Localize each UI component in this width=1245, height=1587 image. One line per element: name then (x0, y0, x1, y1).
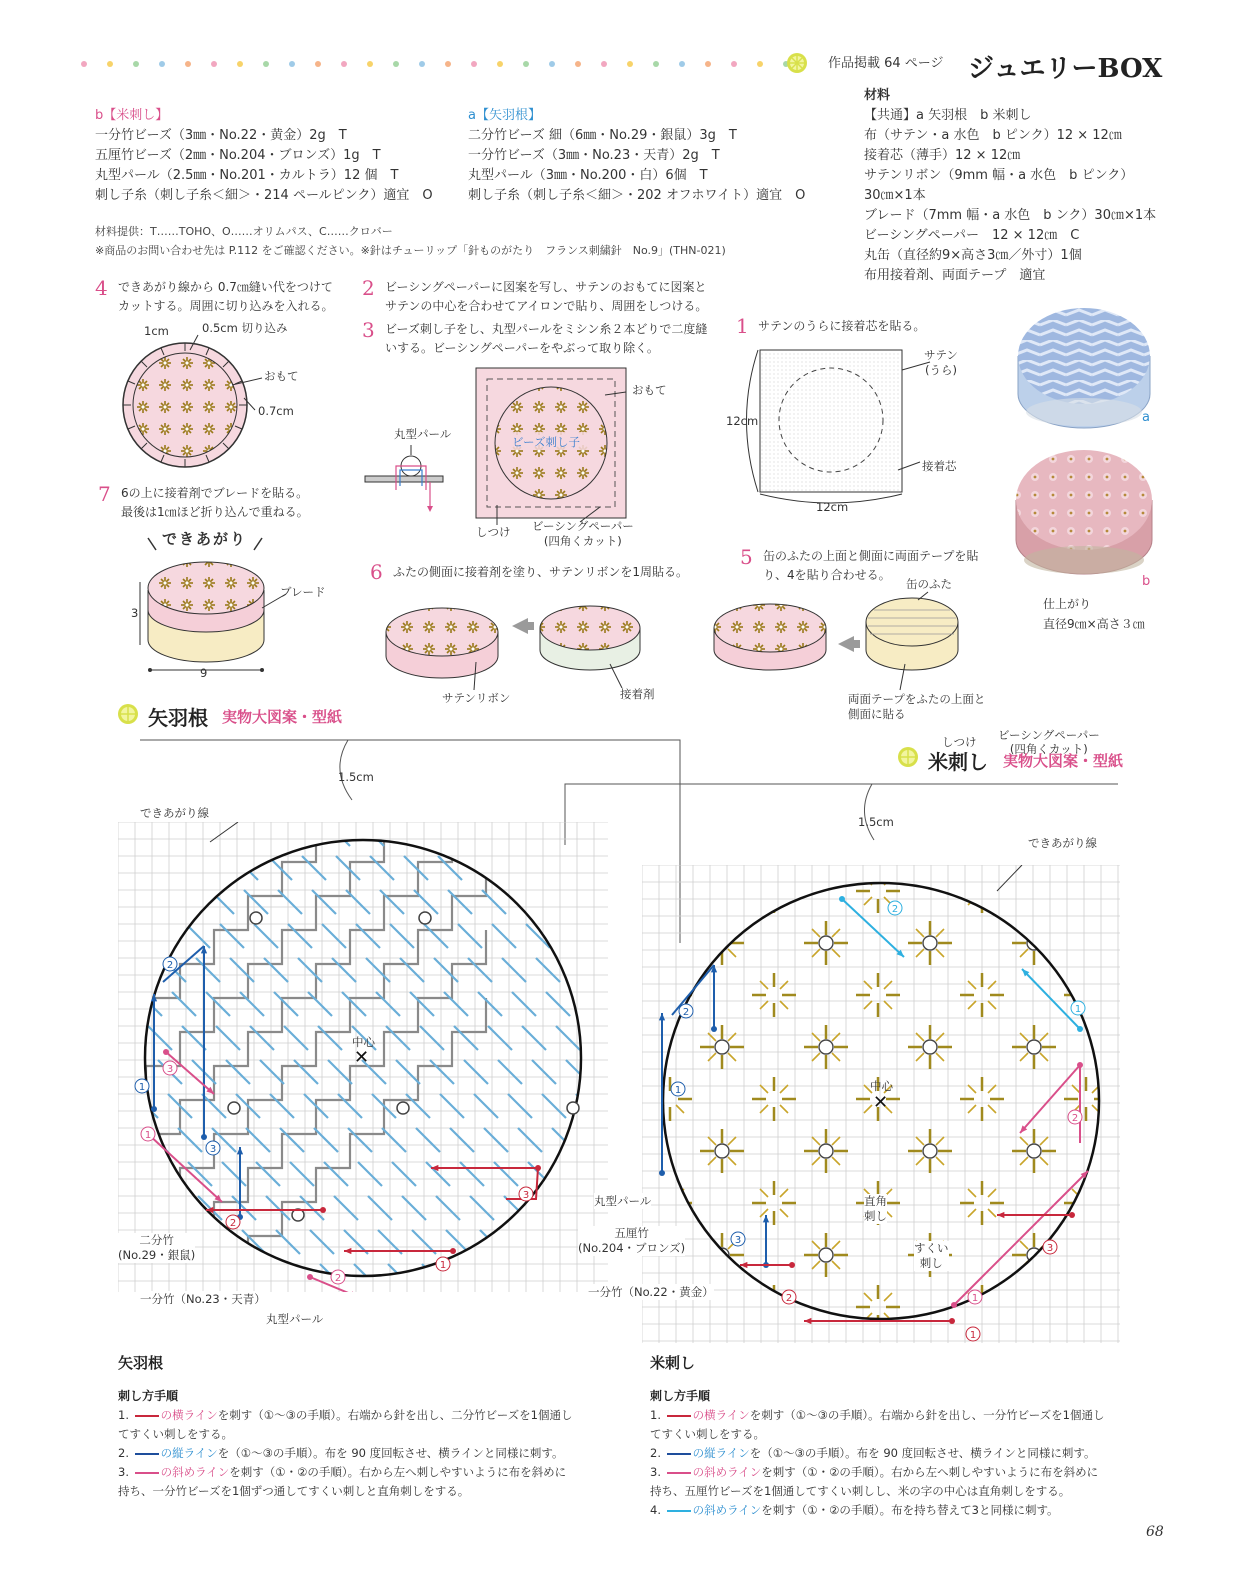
step-3-number: 3 (362, 318, 375, 342)
b-list-heading: b【米刺し】 (95, 108, 169, 123)
diag-b-gorin-label: 五厘竹 (No.204・ブロンズ) (578, 1226, 686, 1255)
label-shitsuke: しつけ (476, 525, 511, 539)
label-pearl: 丸型パール (394, 427, 452, 441)
lemon-slice-icon (118, 704, 138, 724)
svg-text:3: 3 (522, 1190, 530, 1201)
diag-b-pearl-label: 丸型パール (594, 1194, 652, 1208)
materials-line: 接着芯（薄手）12 × 12㎝ (864, 148, 1021, 163)
komesashi-pattern-diagram (642, 865, 1120, 1343)
product-photo-b (1016, 450, 1152, 574)
page-reference: 作品掲載 64 ページ (828, 56, 944, 71)
product-photo-a (1018, 308, 1150, 428)
inst-a-subtitle: 刺し方手順 (118, 1389, 179, 1403)
step-7-text: 6の上に接着剤でブレードを貼る。 最後は1㎝ほど折り込んで重ねる。 (121, 486, 309, 519)
a-list-line: 二分竹ビーズ 細（6㎜・No.29・銀鼠）3g T (468, 128, 737, 143)
materials-line: 【共通】a 矢羽根 b 米刺し (864, 108, 1032, 123)
diag-b-sukui-label: すくい 刺し (914, 1241, 949, 1270)
label-cut: 0.5cm 切り込み (202, 321, 288, 335)
svg-text:3: 3 (209, 1144, 217, 1155)
label-dekiagari: できあがり (162, 530, 248, 548)
label-paper: ビーシングペーパー (四角くカット) (532, 519, 634, 548)
step-2-number: 2 (362, 276, 375, 300)
svg-text:2: 2 (229, 1218, 237, 1229)
svg-text:2: 2 (166, 960, 174, 971)
lemon-slice-icon (898, 747, 918, 767)
inst-b-title: 米刺し (650, 1354, 696, 1372)
section-b-title: 米刺し (928, 750, 988, 774)
yabane-pattern-diagram (118, 822, 608, 1292)
svg-text:2: 2 (682, 1007, 690, 1018)
b-list-line: 五厘竹ビーズ（2㎜・No.204・ブロンズ）1g T (95, 148, 381, 163)
diag-b-finish-line: できあがり線 (1028, 836, 1097, 850)
svg-text:1: 1 (144, 1130, 152, 1141)
provider-line: ※商品のお問い合わせ先は P.112 をご確認ください。※針はチューリップ「針ものがたり フランス刺繍針 No.9」(THN-021) (95, 244, 726, 257)
komesashi-instructions (650, 1352, 1140, 1520)
label-braid: ブレード (280, 585, 326, 599)
diag-a-ichibu-label: 一分竹（No.23・天青） (140, 1292, 266, 1306)
label-photo-b: b (1142, 574, 1151, 589)
diag-b-chokkaku-label: 直角 刺し (864, 1194, 887, 1223)
diag-b-center: 中心 (870, 1079, 893, 1093)
label-satin: サテン (うら) (924, 348, 958, 377)
svg-text:3: 3 (734, 1235, 742, 1246)
label-photo-a: a (1142, 410, 1150, 425)
page-title: ジュエリーBOX (968, 54, 1163, 84)
b-list-line: 一分竹ビーズ（3㎜・No.22・黄金）2g T (95, 128, 347, 143)
diag-b-ichibu-label: 一分竹（No.22・黄金） (588, 1285, 714, 1299)
section-b-subtitle: 実物大図案・型紙 (1003, 752, 1124, 770)
yabane-instructions (118, 1352, 598, 1501)
label-height-3: 3 (131, 606, 139, 620)
svg-text:1: 1 (674, 1085, 682, 1096)
step-6-text: ふたの側面に接着剤を塗り、サテンリボンを1周貼る。 (393, 565, 689, 579)
label-tape: 両面テープをふたの上面と 側面に貼る (848, 692, 986, 721)
section-a-subtitle: 実物大図案・型紙 (222, 708, 343, 726)
step-7-number: 7 (98, 482, 111, 506)
label-07cm: 0.7cm (258, 404, 294, 418)
diag-b-15cm: 1.5cm (858, 815, 894, 829)
step-2-text: ビーシングペーパーに図案を写し、サテンのおもてに図案と サテンの中心を合わせてアイロンで貼り、周囲をしつける。 (385, 280, 708, 313)
label-1cm: 1cm (144, 324, 169, 338)
materials-line: 丸缶（直径約9×高さ3㎝／外寸）1個 (864, 248, 1082, 263)
svg-text:2: 2 (1071, 1113, 1079, 1124)
label-lid: 缶のふた (906, 577, 952, 591)
label-bead-sashiko: ビーズ刺し子 (512, 435, 580, 449)
label-omote: おもて (264, 369, 299, 383)
step-4-number: 4 (95, 276, 108, 300)
diag-a-nibu-label: 二分竹 (No.29・銀鼠) (118, 1233, 196, 1262)
inst-b-step-3: 3. の斜めラインを刺す（①・②の手順）。右から左へ刺しやすいように布を斜めに 持ち、五厘竹ビーズを1個通してすくい刺しし、米の字の中心は直角刺しをする。 (650, 1465, 1099, 1498)
label-finish: 仕上がり 直径9㎝×高さ３㎝ (1043, 597, 1145, 631)
step-1-number: 1 (736, 314, 749, 338)
svg-text:3: 3 (166, 1064, 174, 1075)
svg-text:✕: ✕ (354, 1047, 370, 1068)
step1-interfacing-square (747, 350, 931, 503)
a-list-heading: a【矢羽根】 (468, 108, 541, 123)
materials-line: 布用接着剤、両面テープ 適宜 (864, 268, 1046, 283)
b-list-line: 丸型パール（2.5㎜・No.201・カルトラ）12 個 T (95, 168, 399, 183)
step-6-number: 6 (370, 560, 383, 584)
step7-finished-tin (140, 538, 286, 672)
svg-text:1: 1 (1074, 1004, 1082, 1015)
diag-a-finish-line: できあがり線 (140, 806, 209, 820)
a-list-line: 丸型パール（3㎜・No.200・白）6個 T (468, 168, 708, 183)
materials-line: サテンリボン（9mm 幅・a 水色 b ピンク） (864, 168, 1134, 183)
step-5-text: 缶のふたの上面と側面に両面テープを貼 り、4を貼り合わせる。 (763, 549, 979, 582)
inst-a-step-1: 1. の横ラインを刺す（①〜③の手順）。右端から針を出し、二分竹ビーズを1個通し てすくい刺しをする。 (118, 1408, 573, 1441)
inst-a-title: 矢羽根 (118, 1354, 164, 1372)
step-5-number: 5 (740, 545, 753, 569)
svg-text:1: 1 (439, 1260, 447, 1271)
label-12cm-width: 12cm (816, 500, 849, 514)
materials-heading: 材料 (864, 88, 891, 103)
label-interface: 接着芯 (922, 459, 957, 473)
svg-text:2: 2 (785, 1293, 793, 1304)
svg-text:3: 3 (1046, 1243, 1054, 1254)
diag-a-pearl-label: 丸型パール (266, 1312, 324, 1326)
step-1-text: サテンのうらに接着芯を貼る。 (758, 319, 926, 333)
a-list-line: 刺し子糸（刺し子糸＜細＞・202 オフホワイト）適宜 O (468, 188, 806, 203)
step6-tins (386, 592, 958, 690)
step4-fabric-circle (123, 335, 262, 467)
diag-a-center: 中心 (352, 1035, 375, 1049)
label-12cm-height: 12cm (726, 414, 759, 428)
materials-line: ブレード（7mm 幅・a 水色 b ンク）30㎝×1本 (864, 208, 1157, 223)
svg-text:2: 2 (891, 904, 899, 915)
materials-line: 30㎝×1本 (864, 188, 926, 203)
svg-text:1: 1 (971, 1293, 979, 1304)
svg-text:1: 1 (138, 1082, 146, 1093)
b-list-line: 刺し子糸（刺し子糸＜細＞・214 ペールピンク）適宜 O (95, 188, 433, 203)
inst-b-step-1: 1. の横ラインを刺す（①〜③の手順）。右端から針を出し、一分竹ビーズを1個通し てすくい刺しをする。 (650, 1408, 1105, 1441)
step-3-text: ビーズ刺し子をし、丸型パールをミシン糸２本どりで二度縫 いする。ビーシングペーパーをやぶって取り除く。 (385, 322, 708, 355)
label-glue: 接着剤 (620, 687, 655, 701)
step-4-text: できあがり線から 0.7㎝縫い代をつけて カットする。周囲に切り込みを入れる。 (118, 280, 334, 313)
label-ribbon: サテンリボン (442, 691, 511, 705)
pearl-sewing-diagram (365, 445, 443, 512)
label-omote-2: おもて (632, 383, 667, 397)
section-a-title: 矢羽根 (148, 706, 208, 730)
inst-b-step-2: 2. の縦ラインを（①〜③の手順）。布を 90 度回転させ、横ラインと同様に刺す。 (650, 1446, 1096, 1460)
label-width-9: 9 (200, 666, 208, 680)
page-number: 68 (1146, 1524, 1164, 1540)
inst-b-step-4: 4. の斜めラインを刺す（①・②の手順）。布を持ち替えて3と同様に刺す。 (650, 1503, 1059, 1517)
inst-a-step-3: 3. の斜めラインを刺す（①・②の手順）。右から左へ刺しやすいように布を斜めに 持ち、一分竹ビーズを1個ずつ通してすくい刺しと直角刺しをする。 (118, 1465, 567, 1498)
label-top-paper: ビーシングペーパー (四角くカット) (998, 728, 1100, 756)
materials-line: ビーシングペーパー 12 × 12㎝ C (864, 228, 1080, 243)
label-top-shitsuke: しつけ (942, 735, 977, 749)
inst-a-step-2: 2. の縦ラインを（①〜③の手順）。布を 90 度回転させ、横ラインと同様に刺す。 (118, 1446, 564, 1460)
materials-line: 布（サテン・a 水色 b ピンク）12 × 12㎝ (864, 128, 1122, 143)
diag-a-15cm: 1.5cm (338, 770, 374, 784)
a-list-line: 一分竹ビーズ（3㎜・No.23・天青）2g T (468, 148, 720, 163)
svg-text:✕: ✕ (873, 1092, 889, 1113)
svg-text:2: 2 (334, 1273, 342, 1284)
provider-line: 材料提供：T……TOHO、O……オリムパス、C……クロバー (95, 225, 393, 238)
svg-text:1: 1 (969, 1330, 977, 1341)
inst-b-subtitle: 刺し方手順 (650, 1389, 711, 1403)
